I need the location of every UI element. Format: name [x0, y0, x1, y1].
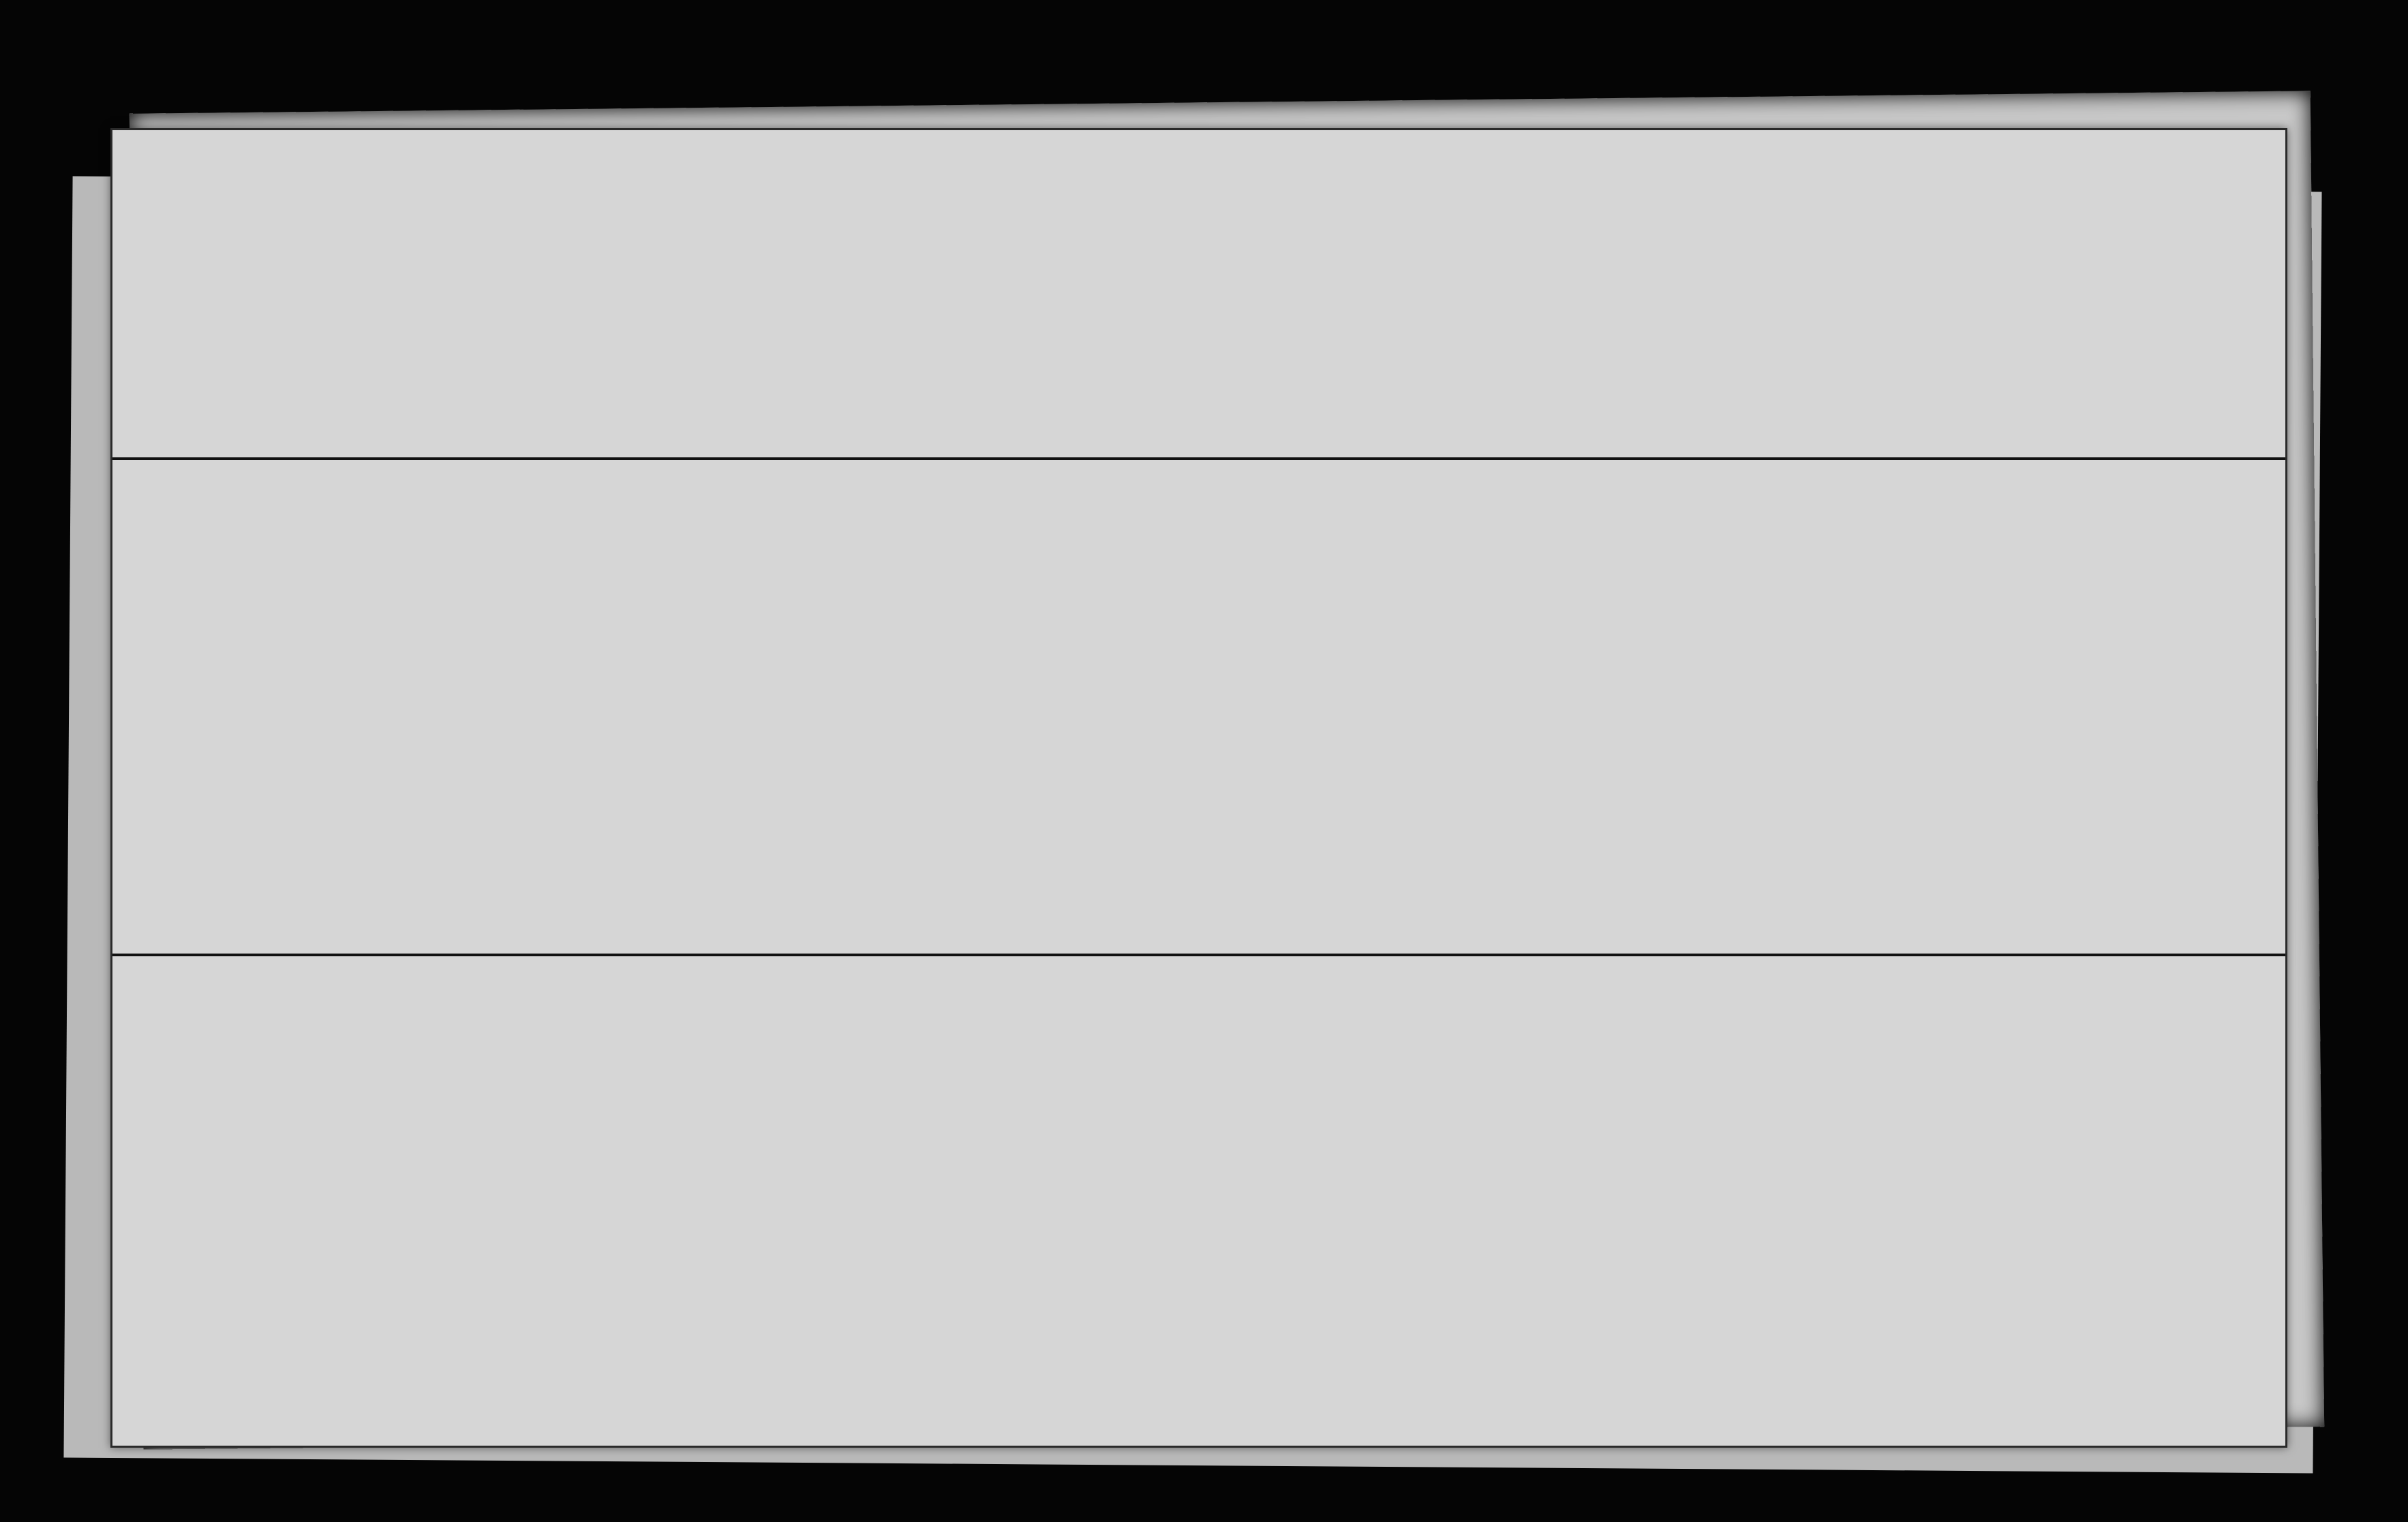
census-card-sheet [110, 128, 2287, 1448]
crops-table [112, 130, 2285, 457]
lease-table [112, 956, 2285, 1446]
middle-section [112, 460, 2285, 955]
